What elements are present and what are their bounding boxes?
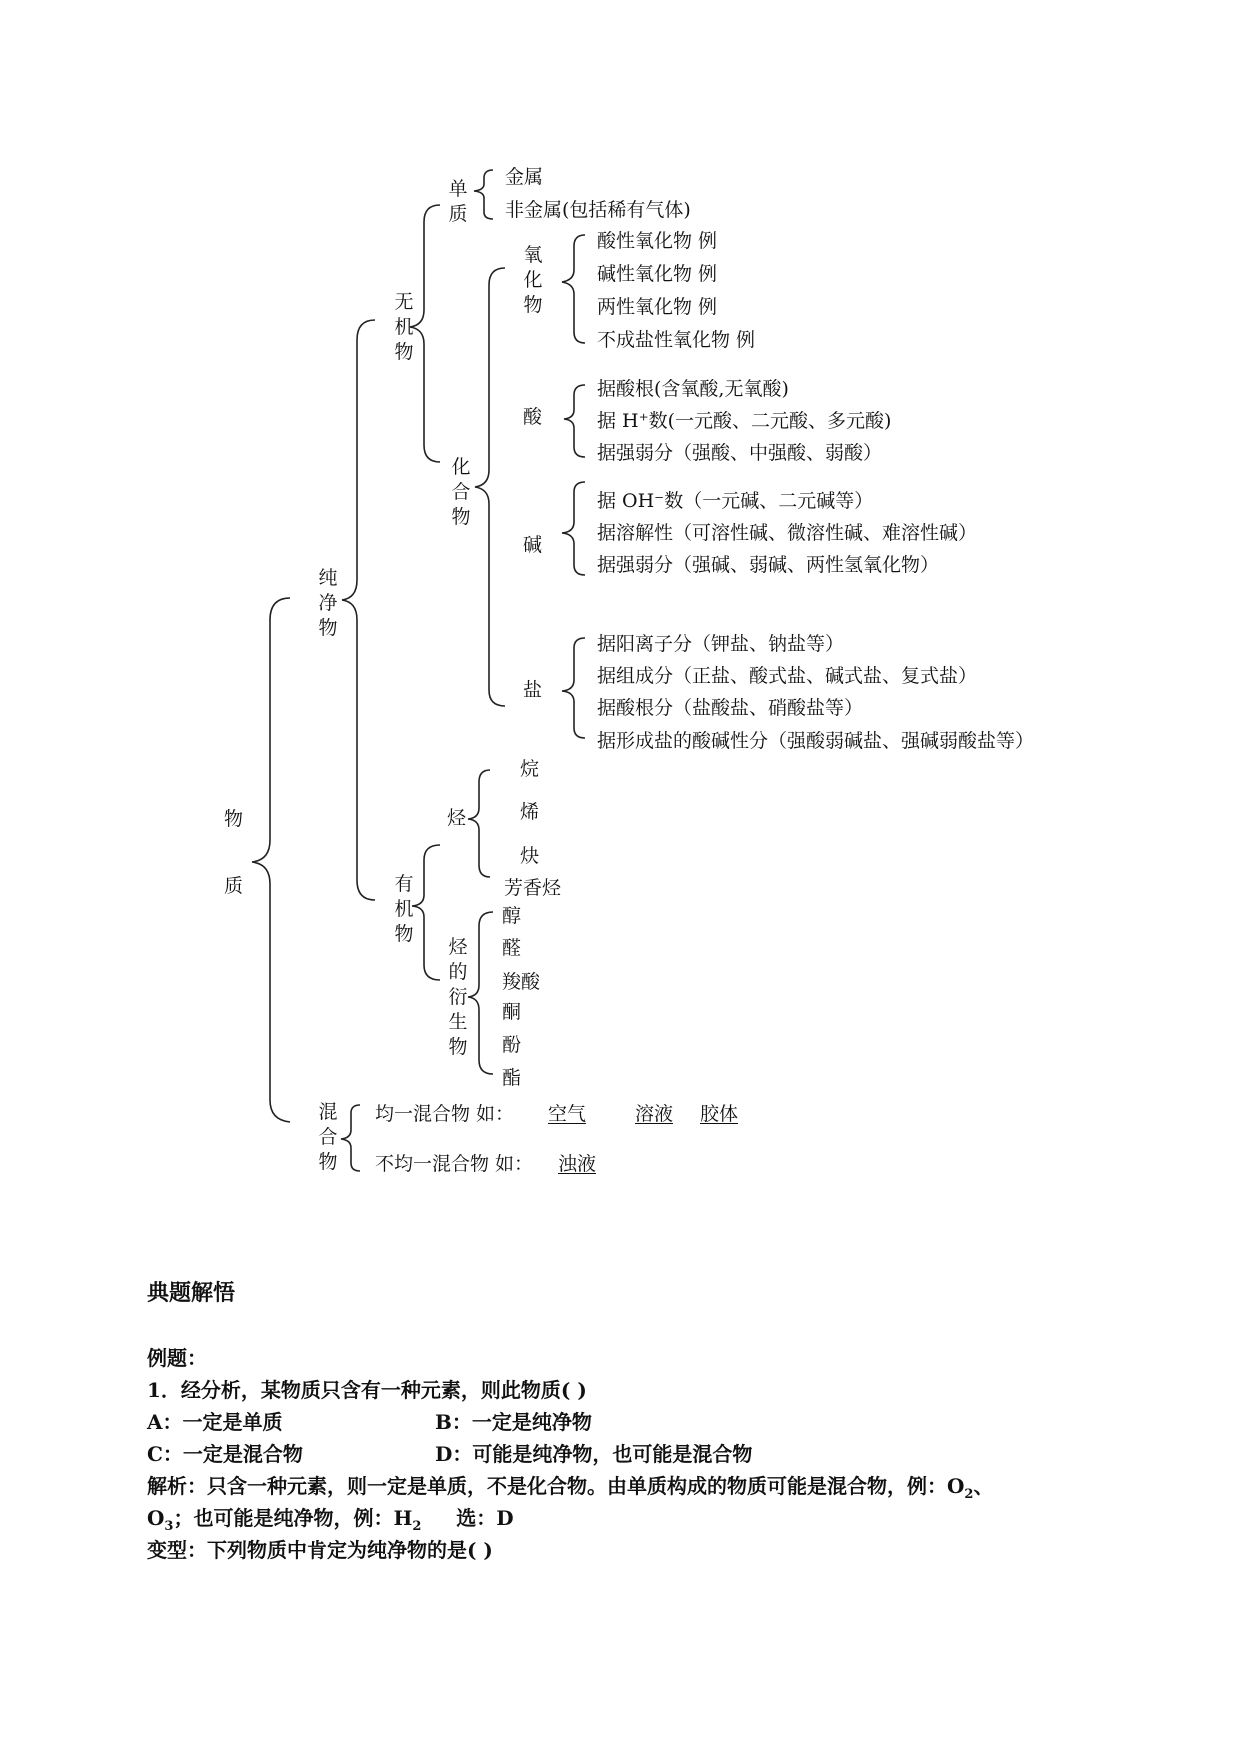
brace-salt [562, 638, 585, 738]
answer: 选：D [421, 1506, 514, 1530]
analysis-text: 解析：只含一种元素，则一定是单质，不是化合物。由单质构成的物质可能是混合物，例： [147, 1474, 947, 1498]
formula-o3-sub: 3 [164, 1519, 174, 1534]
heterogeneous-label: 不均一混合物 如： [375, 1153, 534, 1175]
acid-item: 据酸根(含氧酸,无氧酸) [597, 378, 789, 400]
root-char-1: 物 [224, 808, 244, 830]
hydrocarbon-item: 烷 [520, 758, 540, 780]
oxide-item: 两性氧化物 例 [597, 296, 718, 318]
option-d: D：可能是纯净物，也可能是混合物 [435, 1442, 753, 1466]
analysis-line-1 [147, 1474, 994, 1502]
brace-acid [564, 385, 585, 457]
hydrocarbon-item: 芳香烃 [504, 877, 562, 899]
derivative-item: 酯 [502, 1067, 522, 1089]
brace-compound [475, 268, 505, 706]
element-item: 金属 [505, 166, 544, 188]
option-b: B：一定是纯净物 [435, 1410, 592, 1434]
salt-item: 据形成盐的酸碱性分（强酸弱碱盐、强碱弱酸盐等） [597, 730, 1035, 752]
label-derivative: 烃 的 衍 生 物 [448, 936, 468, 1058]
brace-element [474, 170, 493, 219]
derivative-item: 酚 [502, 1034, 522, 1056]
section-heading: 典题解悟 [147, 1280, 236, 1306]
salt-item: 据组成分（正盐、酸式盐、碱式盐、复式盐） [597, 665, 978, 687]
brace-organic [412, 845, 440, 980]
brace-mixture [341, 1105, 360, 1171]
homogeneous-label: 均一混合物 如： [375, 1103, 515, 1125]
derivative-item: 醇 [502, 905, 522, 927]
oxide-item: 不成盐性氧化物 例 [597, 329, 756, 351]
oxide-item: 碱性氧化物 例 [597, 263, 718, 285]
derivative-item: 酮 [502, 1001, 522, 1023]
label-base: 碱 [523, 534, 543, 556]
analysis-text-2: ；也可能是纯净物，例：H [173, 1506, 413, 1530]
salt-item: 据阳离子分（钾盐、钠盐等） [597, 633, 845, 655]
brace-derivative [468, 912, 493, 1074]
base-item: 据溶解性（可溶性碱、微溶性碱、难溶性碱） [597, 522, 978, 544]
option-c: C：一定是混合物 [147, 1442, 303, 1466]
label-element: 单 质 [448, 178, 468, 225]
label-oxide: 氧 化 物 [523, 244, 543, 316]
salt-item: 据酸根分（盐酸盐、硝酸盐等） [597, 697, 864, 719]
label-acid: 酸 [523, 406, 543, 428]
root-char-2: 质 [224, 875, 244, 897]
brace-hydrocarbon [468, 770, 490, 877]
homogeneous-example: 空气 [548, 1103, 587, 1125]
formula-h2-sub: 2 [412, 1519, 422, 1534]
analysis-line-2 [147, 1506, 514, 1534]
brace-pure [342, 320, 375, 900]
enum-comma: 、 [973, 1474, 994, 1498]
formula-o3: O [147, 1506, 165, 1530]
label-pure-substance: 纯 净 物 [318, 567, 338, 639]
acid-item: 据强弱分（强酸、中强酸、弱酸） [597, 442, 883, 464]
base-item: 据 OH⁻数（一元碱、二元碱等） [597, 490, 874, 512]
option-a: A：一定是单质 [147, 1410, 283, 1434]
question-1: 1．经分析，某物质只含有一种元素，则此物质( ) [147, 1378, 587, 1402]
homogeneous-example: 胶体 [700, 1103, 739, 1125]
formula-o2-sub: 2 [964, 1487, 974, 1502]
label-mixture: 混 合 物 [318, 1101, 338, 1173]
acid-item: 据 H⁺数(一元酸、二元酸、多元酸) [597, 410, 892, 432]
label-salt: 盐 [523, 679, 543, 701]
derivative-item: 醛 [502, 937, 522, 959]
example-label: 例题： [147, 1346, 207, 1370]
brace-root [252, 598, 290, 1122]
label-hydrocarbon: 烃 [447, 807, 467, 829]
hydrocarbon-item: 烯 [520, 801, 540, 823]
element-item: 非金属(包括稀有气体) [505, 199, 691, 221]
brace-oxide [562, 235, 585, 343]
hydrocarbon-item: 炔 [520, 845, 540, 867]
oxide-item: 酸性氧化物 例 [597, 230, 718, 252]
derivative-item: 羧酸 [502, 971, 541, 993]
heterogeneous-example: 浊液 [558, 1153, 597, 1175]
variant-question: 变型：下列物质中肯定为纯净物的是( ) [147, 1538, 493, 1562]
brace-base [562, 482, 585, 575]
base-item: 据强弱分（强碱、弱碱、两性氢氧化物） [597, 554, 940, 576]
label-organic: 有 机 物 [394, 873, 414, 945]
label-inorganic: 无 机 物 [394, 291, 414, 363]
label-compound: 化 合 物 [451, 456, 471, 528]
homogeneous-example: 溶液 [635, 1103, 674, 1125]
formula-o2: O [947, 1474, 965, 1498]
